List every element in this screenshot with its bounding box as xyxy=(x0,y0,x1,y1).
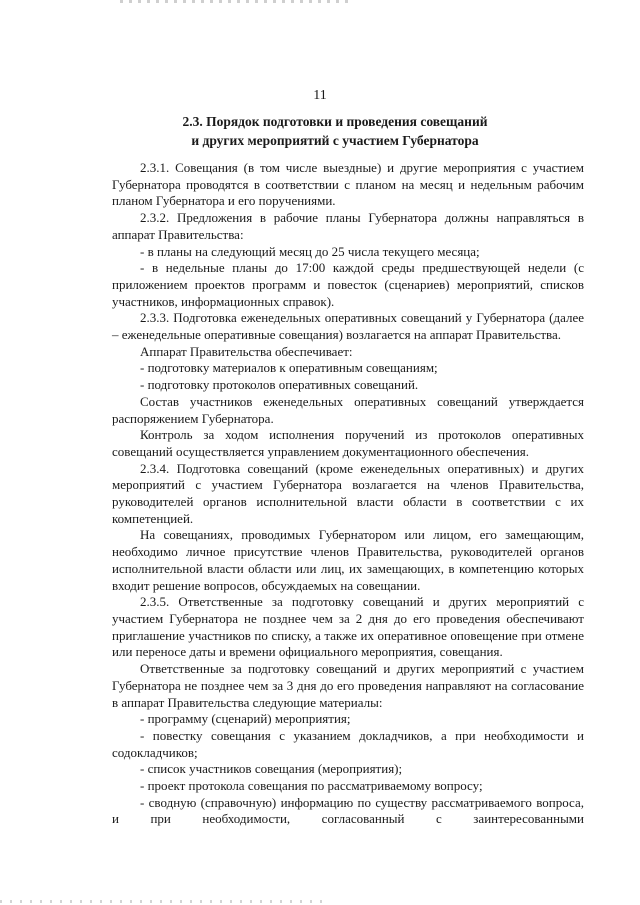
document-body xyxy=(112,160,584,828)
paragraph: 2.3.5. Ответственные за подготовку совещаний и других мероприятий с участием Губернатора не позднее чем за 2 дня до его проведения обеспечивают приглашение участников по списку, а также их оперативное оповещение при отмене или переносе даты и времени официального мероприятия, совещания. xyxy=(112,594,584,660)
paragraph: 2.3.1. Совещания (в том числе выездные) и другие мероприятия с участием Губернатора проводятся в соответствии с планом на месяц и недельным рабочим планом Губернатора и его поручениями. xyxy=(112,160,584,209)
list-item: - подготовку протоколов оперативных совещаний. xyxy=(140,377,419,393)
list-item: - сводную (справочную) информацию по существу рассматриваемого вопроса, и при необходимости, согласованный с заинтересованными xyxy=(112,794,584,827)
paragraph: Аппарат Правительства обеспечивает: xyxy=(140,343,353,359)
list-item: - список участников совещания (мероприятия); xyxy=(140,761,403,777)
list-item: - программу (сценарий) мероприятия; xyxy=(140,711,351,727)
list-item: - повестку совещания с указанием докладчиков, а при необходимости и содокладчиков; xyxy=(112,727,584,760)
list-item: - в планы на следующий месяц до 25 числа текущего месяца; xyxy=(140,243,480,259)
list-item: - подготовку материалов к оперативным совещаниям; xyxy=(140,360,438,376)
paragraph: 2.3.3. Подготовка еженедельных оперативных совещаний у Губернатора (далее – еженедельные оперативные совещания) возлагается на аппарат Правительства. xyxy=(112,310,584,343)
section-heading-line-2: и других мероприятий с участием Губернатора xyxy=(191,133,479,148)
paragraph: 2.3.2. Предложения в рабочие планы Губернатора должны направляться в аппарат Правительства: xyxy=(112,210,584,242)
section-heading-line-1: 2.3. Порядок подготовки и проведения совещаний xyxy=(182,114,488,129)
page-number: 11 xyxy=(313,88,327,103)
paragraph: Контроль за ходом исполнения поручений из протоколов оперативных совещаний осуществляется управлением документационного обеспечения. xyxy=(112,427,584,459)
scan-artifact-bottom xyxy=(0,900,330,903)
paragraph: Состав участников еженедельных оперативных совещаний утверждается распоряжением Губернатора. xyxy=(112,393,584,426)
list-item: - в недельные планы до 17:00 каждой среды предшествующей недели (с приложением проектов программ и повесток (сценариев) мероприятий, списков участников, информационных справок). xyxy=(112,260,584,309)
paragraph: На совещаниях, проводимых Губернатором или лицом, его замещающим, необходимо личное присутствие членов Правительства, руководителей органов исполнительной власти области или лиц, их замещающих, в компетенцию которых входит решение вопросов, обсуждаемых на совещании. xyxy=(112,527,584,593)
paragraph: Ответственные за подготовку совещаний и других мероприятий с участием Губернатора не позднее чем за 3 дня до его проведения направляют на согласование в аппарат Правительства следующие материалы: xyxy=(112,661,584,710)
list-item: - проект протокола совещания по рассматриваемому вопросу; xyxy=(140,778,483,794)
section-heading xyxy=(100,112,570,150)
paragraph: 2.3.4. Подготовка совещаний (кроме еженедельных оперативных) и других мероприятий с участием Губернатора возлагается на членов Правительства, руководителей органов исполнительной власти области в соответствии с их компетенцией. xyxy=(112,460,584,526)
scan-artifact-top xyxy=(120,0,350,3)
